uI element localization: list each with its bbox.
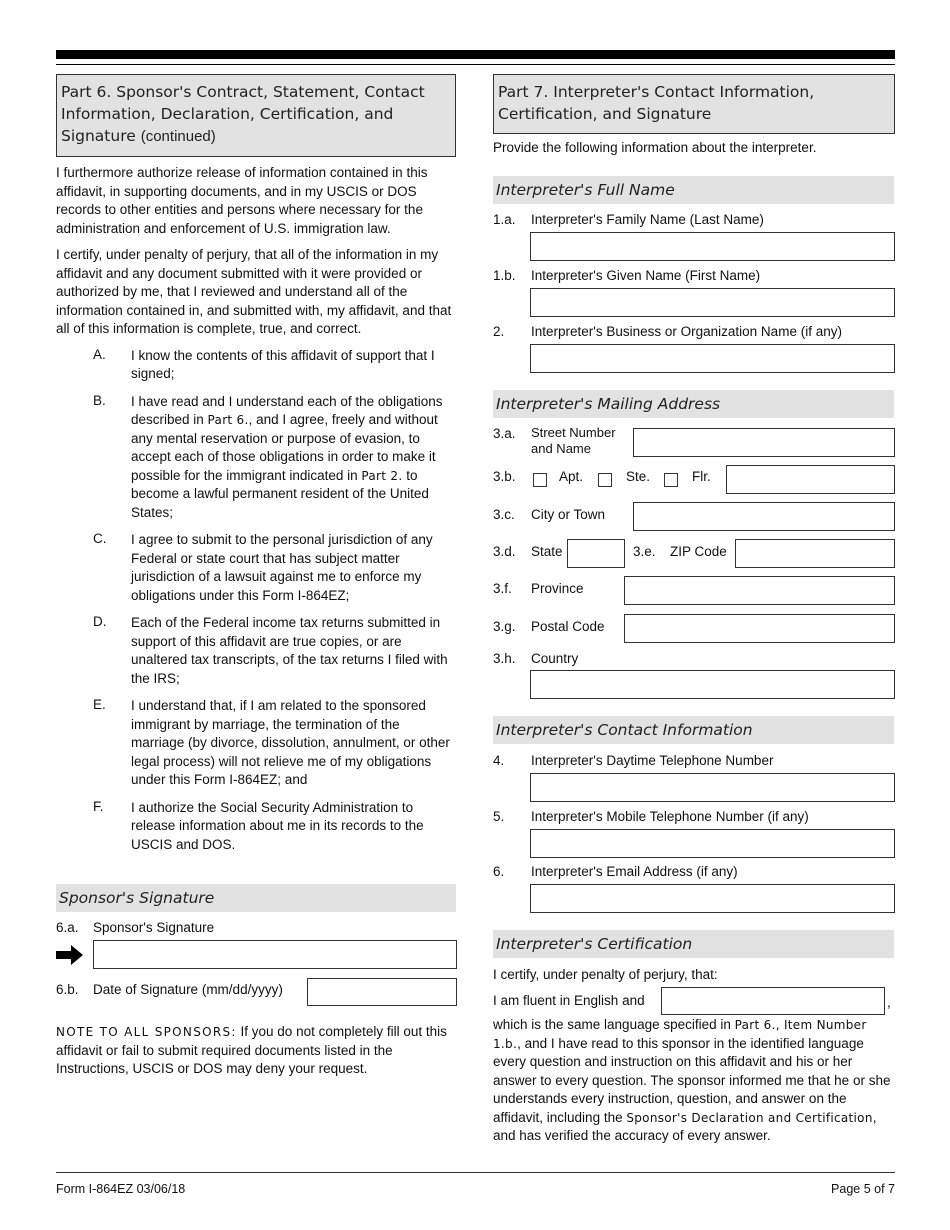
footer-rule	[56, 1172, 895, 1173]
field-1b-number: 1.b.	[493, 268, 516, 283]
field-3d-number: 3.d.	[493, 544, 516, 559]
field-6b-label: Date of Signature (mm/dd/yyyy)	[93, 982, 283, 997]
sponsor-declaration-reference: Sponsor's Declaration and Certification	[626, 1110, 873, 1125]
field-6-label: Interpreter's Email Address (if any)	[531, 864, 738, 879]
part6-item-reference: Part 6., Item Number 1.b.	[493, 1018, 867, 1051]
field-3d-label: State	[531, 544, 563, 559]
field-3f-number: 3.f.	[493, 581, 512, 596]
part6-column	[56, 74, 456, 863]
ste-label: Ste.	[626, 469, 651, 484]
part7-header	[493, 74, 895, 134]
field-3h-number: 3.h.	[493, 651, 516, 666]
postal-code-field[interactable]	[624, 614, 895, 643]
interpreter-family-name-field[interactable]	[530, 232, 895, 261]
field-3e-label: ZIP Code	[670, 544, 727, 559]
part6-title: Part 6. Sponsor's Contract, Statement, Contact Information, Declaration, Certification, and Signature	[61, 83, 425, 145]
field-6a-number: 6.a.	[56, 920, 79, 935]
interpreter-full-name-heading: Interpreter's Full Name	[493, 176, 894, 204]
note-text: If you do not completely fill out this affidavit or fail to submit required documents listed in the Instructions, USCIS or DOS may deny your request.	[56, 1024, 447, 1076]
field-3a-number: 3.a.	[493, 426, 516, 441]
field-5-number: 5.	[493, 809, 505, 824]
field-6a-label: Sponsor's Signature	[93, 920, 215, 935]
list-item: C. I agree to submit to the personal jurisdiction of any Federal or state court that has subject matter jurisdiction of a lawsuit against me to enforce my obligations under this Form I-864EZ;	[93, 531, 433, 603]
page-number: Page 5 of 7	[831, 1182, 895, 1196]
fluent-in-english-label: I am fluent in English and	[493, 993, 645, 1008]
field-4-label: Interpreter's Daytime Telephone Number	[531, 753, 774, 768]
field-3e-number: 3.e.	[633, 544, 656, 559]
province-field[interactable]	[624, 576, 895, 605]
field-5-label: Interpreter's Mobile Telephone Number (if any)	[531, 809, 809, 824]
field-1a-label: Interpreter's Family Name (Last Name)	[531, 212, 764, 227]
field-6b-number: 6.b.	[56, 982, 79, 997]
field-2-number: 2.	[493, 324, 505, 339]
email-address-field[interactable]	[530, 884, 895, 913]
field-3f-label: Province	[531, 581, 584, 596]
field-1a-number: 1.a.	[493, 212, 516, 227]
certification-statement: which is the same language specified in Part 6., Item Number 1.b., and I have read to this sponsor in the identified language every question and instruction on this affidavit and his or her answer to every question. The sponsor informed me that he or she understands every instruction, question, and answer on the affidavit, including the Sponsor's Declaration and Certification, and has verified the accuracy of every answer.	[493, 1017, 891, 1143]
field-3g-number: 3.g.	[493, 619, 516, 634]
part2-reference: Part 2.	[361, 468, 403, 483]
note-to-sponsors	[56, 1023, 456, 1079]
field-6-number: 6.	[493, 864, 505, 879]
language-field[interactable]	[661, 987, 885, 1015]
list-item: E. I understand that, if I am related to the sponsored immigrant by marriage, the termination of the marriage (by divorce, dissolution, annulment, or other legal process) will not relieve me of my obligations under this Form I-864EZ; and	[93, 697, 450, 787]
city-or-town-field[interactable]	[633, 502, 895, 531]
apt-ste-flr-number-field[interactable]	[726, 465, 895, 494]
field-1b-label: Interpreter's Given Name (First Name)	[531, 268, 761, 283]
top-rule-thin	[56, 64, 895, 65]
flr-checkbox[interactable]	[664, 473, 678, 487]
certify-paragraph: I certify, under penalty of perjury, that all of the information in my affidavit and any document submitted with it were provided or authorized by me, that I reviewed and understand all of the information contained in, and submitted with, my affidavit, and that all of this information is complete, true, and correct.	[56, 247, 452, 336]
field-3h-label: Country	[531, 651, 579, 666]
interpreter-certification-heading: Interpreter's Certification	[493, 930, 894, 958]
state-field[interactable]	[567, 539, 625, 568]
sponsor-signature-field[interactable]	[93, 940, 457, 969]
list-item: A. I know the contents of this affidavit of support that I signed;	[93, 346, 435, 381]
field-4-number: 4.	[493, 753, 505, 768]
arrow-right-icon	[56, 944, 84, 966]
form-id: Form I-864EZ 03/06/18	[56, 1182, 186, 1196]
field-3a-label: Street Number and Name	[531, 425, 616, 456]
top-rule-thick	[56, 50, 895, 59]
mobile-telephone-field[interactable]	[530, 829, 895, 858]
part6-continued: (continued)	[140, 128, 216, 145]
field-2-label: Interpreter's Business or Organization Name (if any)	[531, 324, 842, 339]
certification-intro: I certify, under penalty of perjury, that:	[493, 967, 718, 982]
authorize-paragraph: I furthermore authorize release of information contained in this affidavit, in supporting documents, and in my USCIS or DOS records to other entities and persons where necessary for the administration and enforcement of U.S. immigration law.	[56, 165, 428, 236]
street-number-name-field[interactable]	[633, 428, 895, 457]
interpreter-contact-info-heading: Interpreter's Contact Information	[493, 716, 894, 744]
field-3b-number: 3.b.	[493, 469, 516, 484]
daytime-telephone-field[interactable]	[530, 773, 895, 802]
list-item: D. Each of the Federal income tax returns submitted in support of this affidavit are true copies, or are unaltered tax transcripts, of the tax returns I filed with the IRS;	[93, 614, 448, 686]
apt-checkbox[interactable]	[533, 473, 547, 487]
part7-intro: Provide the following information about the interpreter.	[493, 140, 817, 155]
obligations-list	[56, 347, 456, 855]
country-field[interactable]	[530, 670, 895, 699]
interpreter-mailing-address-heading: Interpreter's Mailing Address	[493, 390, 894, 418]
sponsor-signature-section-heading: Sponsor's Signature	[56, 884, 456, 912]
part6-header	[56, 74, 456, 157]
part7-title: Part 7. Interpreter's Contact Information, Certification, and Signature	[498, 83, 815, 123]
list-item: B. I have read and I understand each of the obligations described in Part 6., and I agree, freely and without any mental reservation or purpose of evasion, to accept each of those obligations in order to make it possible for the immigrant indicated in Part 2. to become a lawful permanent resident of the United States;	[93, 392, 443, 520]
field-3c-number: 3.c.	[493, 507, 515, 522]
comma: ,	[887, 995, 891, 1010]
zip-code-field[interactable]	[735, 539, 895, 568]
interpreter-business-name-field[interactable]	[530, 344, 895, 373]
date-of-signature-field[interactable]	[307, 978, 457, 1006]
field-3c-label: City or Town	[531, 507, 606, 522]
flr-label: Flr.	[692, 469, 711, 484]
ste-checkbox[interactable]	[598, 473, 612, 487]
note-label: NOTE TO ALL SPONSORS:	[56, 1025, 237, 1039]
part6-reference: Part 6.	[207, 413, 249, 427]
field-3g-label: Postal Code	[531, 619, 605, 634]
interpreter-given-name-field[interactable]	[530, 288, 895, 317]
apt-label: Apt.	[559, 469, 584, 484]
list-item: F. I authorize the Social Security Administration to release information about me in its records to the USCIS and DOS.	[93, 798, 424, 852]
